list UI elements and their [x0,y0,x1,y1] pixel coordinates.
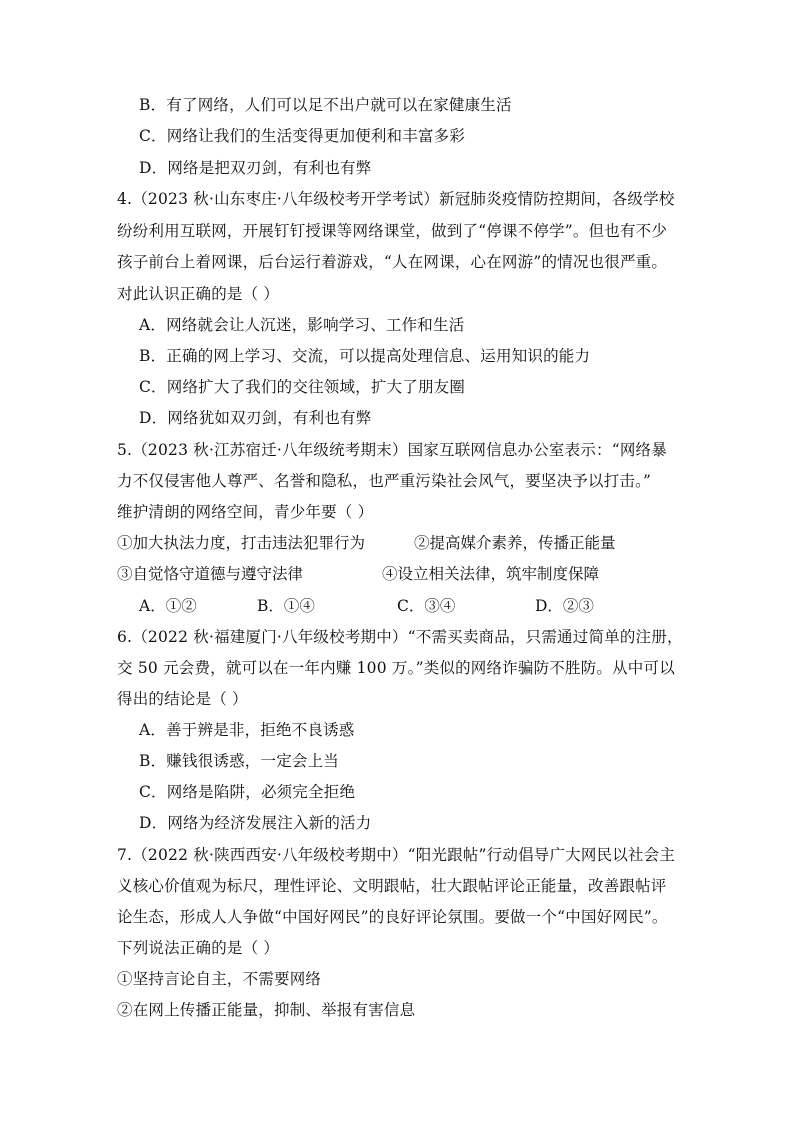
q5-statement-3: ③自觉恪守道德与遵守法律 [117,565,304,583]
q5-stem-line2: 力不仅侵害他人尊严、名誉和隐私，也严重污染社会风气，要坚决予以打击。” [117,472,652,490]
q5-statement-1: ①加大执法力度，打击违法犯罪行为 [117,534,366,552]
q4-stem-line3: 孩子前台上着网课，后台运行着游戏，“人在网课，心在网游”的情况也很严重。 [117,253,668,271]
q5-option-c: C．③④ [397,597,456,615]
q4-option-d: D．网络犹如双刃剑，有利也有弊 [139,409,372,427]
q7-statement-1: ①坚持言论自主，不需要网络 [117,970,322,988]
q7-statement-2: ②在网上传播正能量，抑制、举报有害信息 [117,1001,416,1019]
q4-option-b: B．正确的网上学习、交流，可以提高处理信息、运用知识的能力 [139,347,591,365]
q5-statement-4: ④设立相关法律，筑牢制度保障 [382,565,600,583]
q7-stem-line4: 下列说法正确的是（ ） [117,939,280,957]
q6-stem-line2: 交 50 元会费，就可以在一年内赚 100 万。”类似的网络诈骗防不胜防。从中可以 [117,659,675,677]
q6-option-a: A．善于辨是非，拒绝不良诱惑 [139,721,355,739]
q3-option-b: B．有了网络，人们可以足不出户就可以在家健康生活 [139,96,512,114]
q5-stem-line3: 维护清朗的网络空间，青少年要（ ） [117,503,374,521]
q7-stem-line3: 论生态，形成人人争做“中国好网民”的良好评论氛围。要做一个“中国好网民”。 [117,908,668,926]
q5-option-d: D．②③ [535,597,594,615]
q3-option-d: D．网络是把双刃剑，有利也有弊 [139,159,372,177]
q3-option-c: C．网络让我们的生活变得更加便利和丰富多彩 [139,127,466,145]
q6-option-d: D．网络为经济发展注入新的活力 [139,814,372,832]
q4-option-a: A．网络就会让人沉迷，影响学习、工作和生活 [139,316,465,334]
q5-statement-2: ②提高媒介素养，传播正能量 [414,534,616,552]
q4-stem-line4: 对此认识正确的是（ ） [117,285,280,303]
q4-stem-line2: 纷纷利用互联网，开展钉钉授课等网络课堂，做到了“停课不停学”。但也有不少 [117,222,668,240]
q6-stem-line3: 得出的结论是（ ） [117,690,248,708]
q5-option-a: A．①② [139,597,197,615]
q6-stem-line1: 6.（2022 秋·福建厦门·八年级校考期中）“不需买卖商品，只需通过简单的注册， [117,628,683,646]
q5-option-b: B．①④ [257,597,315,615]
q6-option-c: C．网络是陷阱，必须完全拒绝 [139,783,356,801]
q4-option-c: C．网络扩大了我们的交往领域，扩大了朋友圈 [139,378,466,396]
q7-stem-line2: 义核心价值观为标尺，理性评论、文明跟帖，壮大跟帖评论正能量，改善跟帖评 [117,877,667,895]
q5-stem-line1: 5.（2023 秋·江苏宿迁·八年级统考期末）国家互联网信息办公室表示：“网络暴 [117,441,667,459]
q4-stem-line1: 4.（2023 秋·山东枣庄·八年级校考开学考试）新冠肺炎疫情防控期间，各级学校 [117,190,675,208]
q6-option-b: B．赚钱很诱惑，一定会上当 [139,752,339,770]
q7-stem-line1: 7.（2022 秋·陕西西安·八年级校考期中）“阳光跟帖”行动倡导广大网民以社会主 [117,846,676,864]
